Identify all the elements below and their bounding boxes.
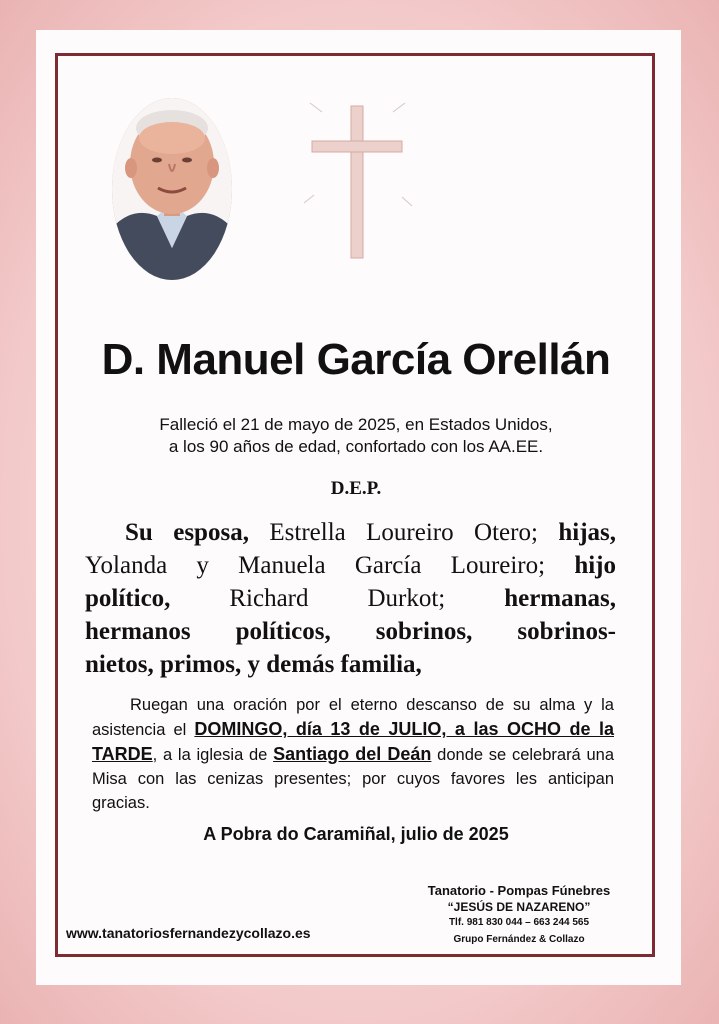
dep-label: D.E.P. [330,478,382,499]
deceased-name: D. Manuel García Orellán [101,335,611,384]
family-row-2 [85,549,616,582]
death-line-2: a los 90 años de edad, confortado con los AA.EE. [168,437,544,456]
family-text: Su esposa, [125,519,249,546]
family-text: Richard Durkot; [170,585,505,612]
place-date: A Pobra do Caramiñal, julio de 2025 [203,824,509,844]
family-row-1 [85,516,616,549]
prayer-paragraph [92,693,614,815]
family-text: hermanas, [504,585,616,612]
family-text: hijo [574,552,616,579]
church-name: Santiago del Deán [273,744,432,764]
group-name: Grupo Fernández & Collazo [453,934,585,945]
family-text: político, [85,585,171,612]
funeral-home-info [408,882,630,949]
family-text: nietos, primos, y demás familia, [85,651,422,678]
family-text: hermanos políticos, sobrinos, sobrinos- [85,618,616,645]
family-row-4 [85,615,616,648]
company-name: Tanatorio - Pompas Fúnebres [427,883,611,898]
family-row-5 [85,648,616,681]
portrait-photo [112,98,232,280]
website-link[interactable]: www.tanatoriosfernandezycollazo.es [66,925,311,941]
phone-numbers: Tlf. 981 830 044 – 663 244 565 [448,917,590,928]
portrait-illustration [112,98,232,280]
prayer-text: Ruegan una oración por el eterno descanso de su alma y la asistencia el [92,696,614,739]
prayer-text: donde se celebrará una Misa con las cenizas presentes; por cuyos favores les anticipan gracias. [92,746,615,812]
prayer-text: , a la iglesia de [152,746,274,764]
family-text: Yolanda y Manuela García Loureiro; [85,552,575,579]
service-time: DOMINGO, día 13 de JULIO, a las OCHO de la TARDE [92,719,614,764]
family-text: hijas, [558,519,617,546]
family-text: Estrella Loureiro Otero; [248,519,559,546]
family-paragraph [85,516,616,681]
death-line-1: Falleció el 21 de mayo de 2025, en Estados Unidos, [159,415,553,434]
company-subtitle: “JESÚS DE NAZARENO” [447,900,591,914]
cross-icon [300,98,415,263]
death-details [58,414,654,458]
family-row-3 [85,582,616,615]
